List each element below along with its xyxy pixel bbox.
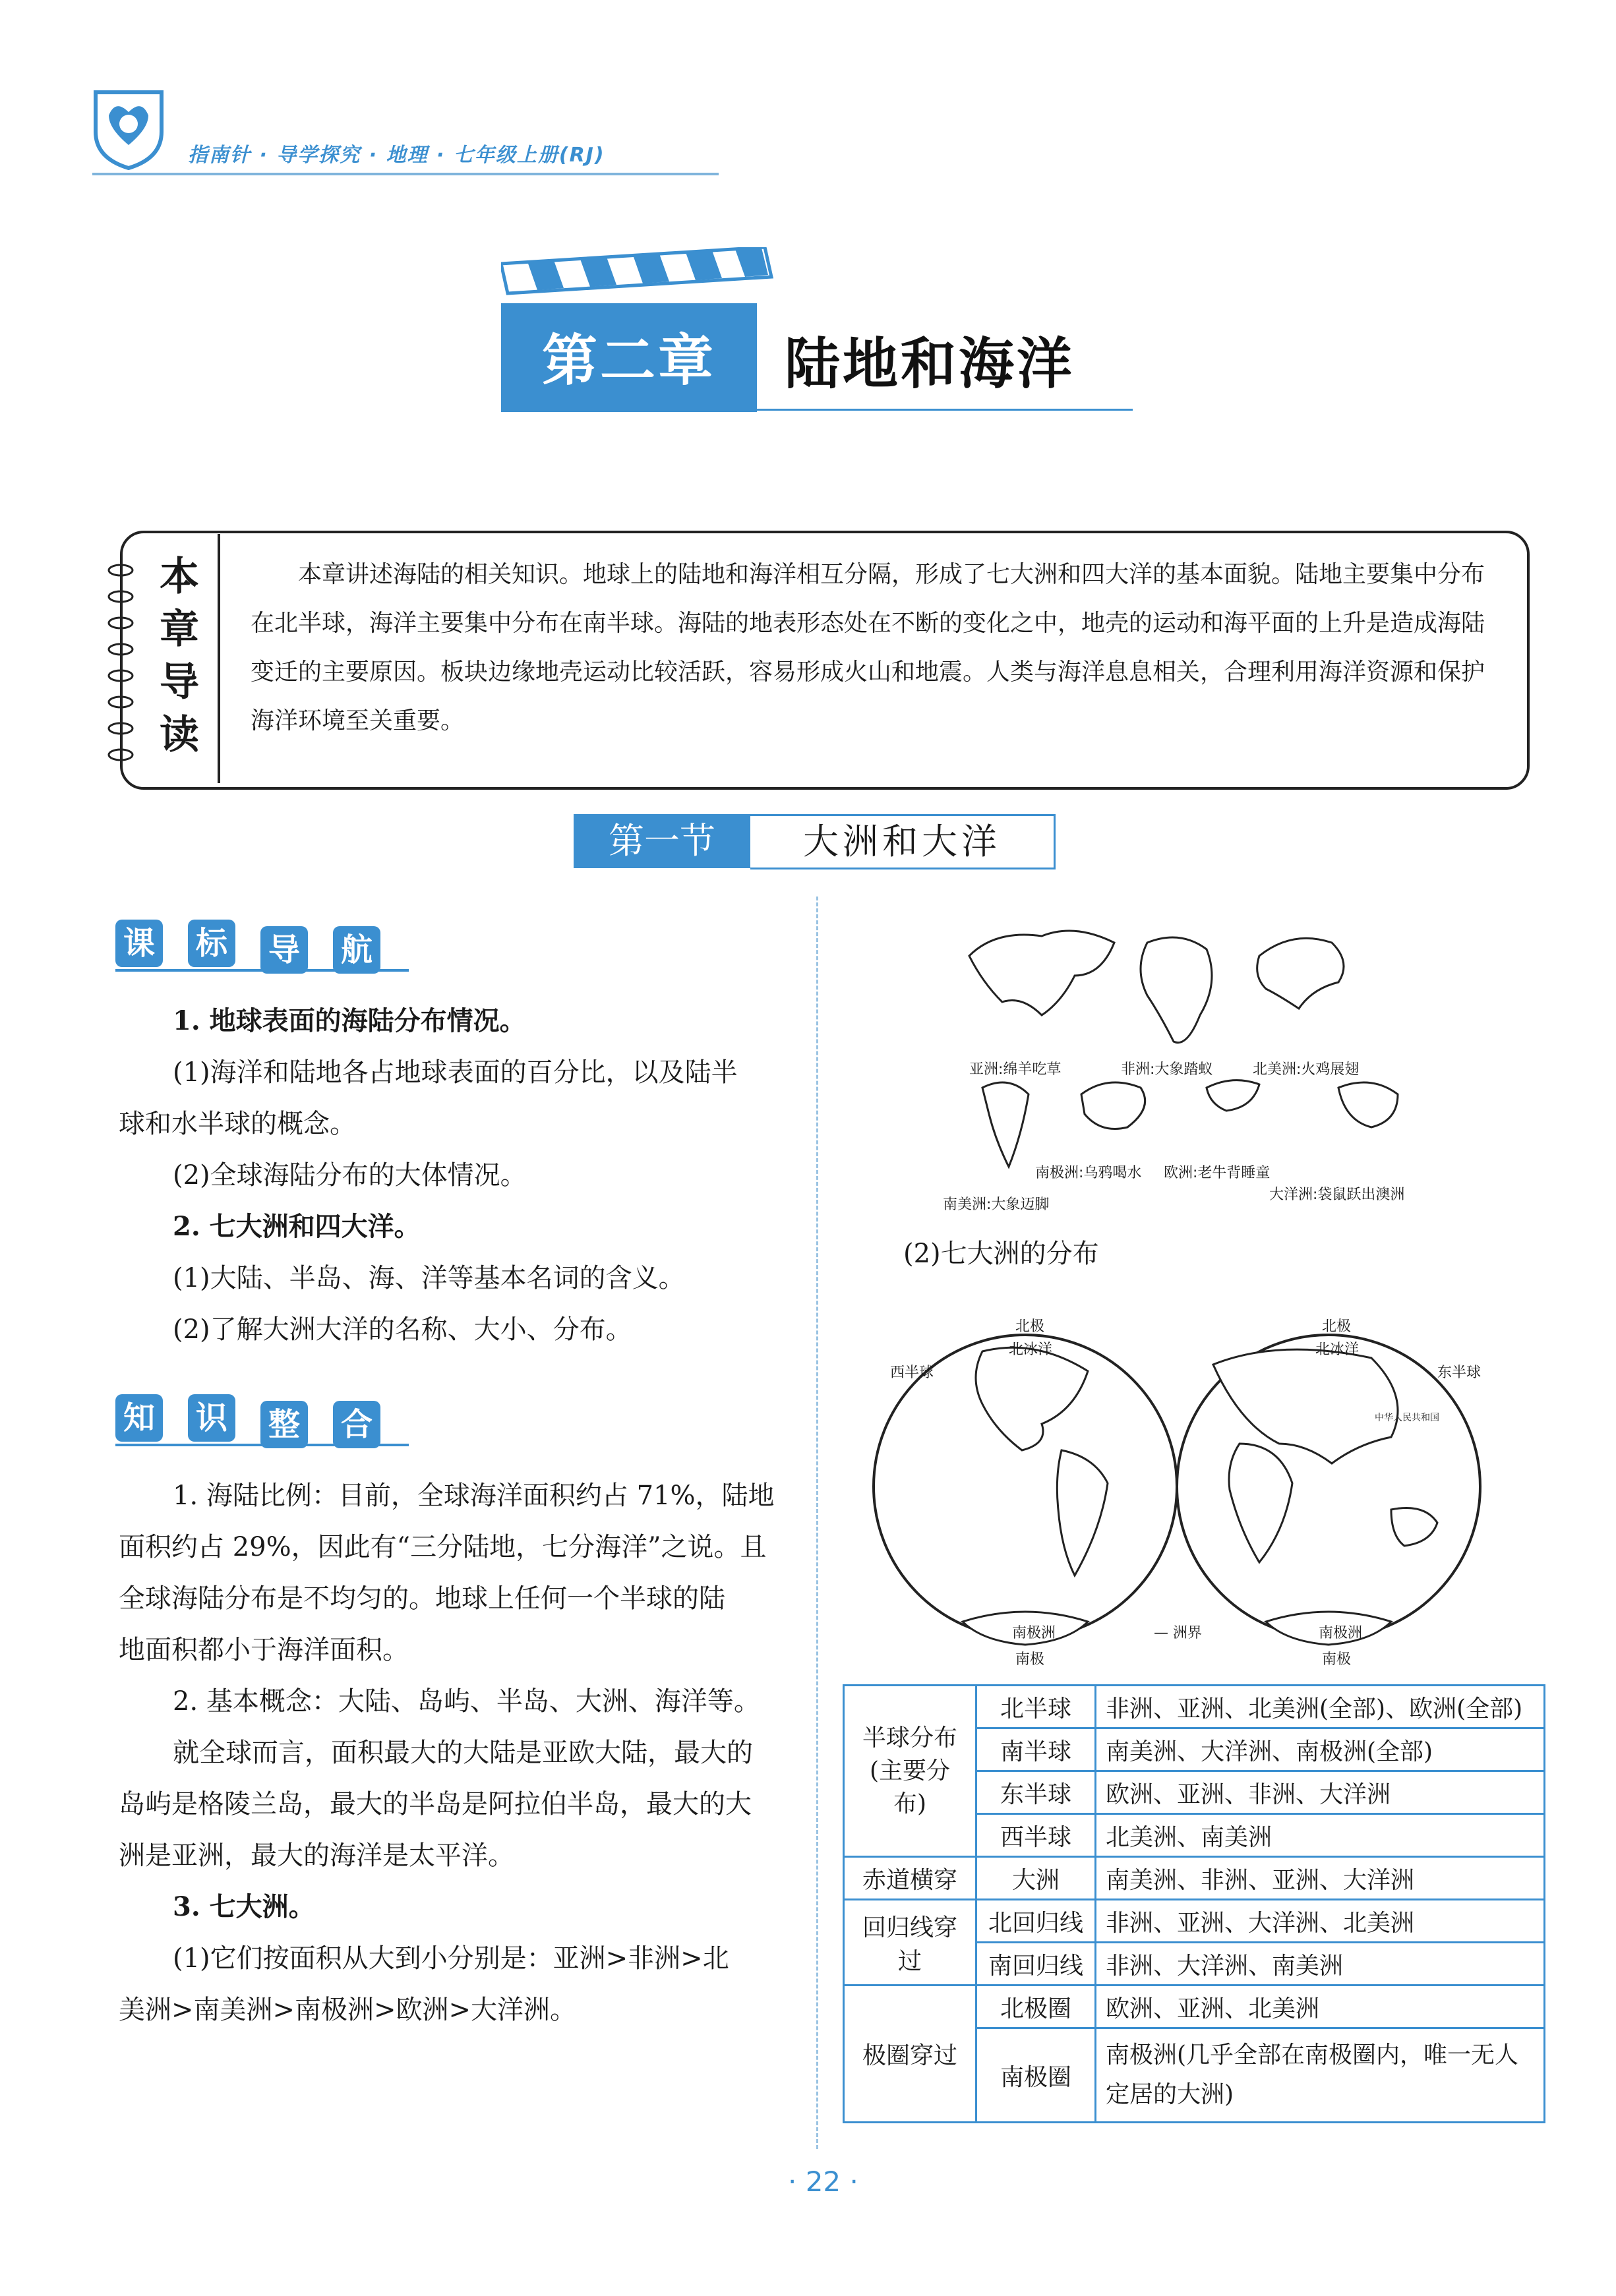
antarctica-label: 南极洲: [1319, 1625, 1363, 1641]
chapter-underline: [757, 409, 1133, 411]
column-divider: [816, 897, 818, 2149]
text-line: 就全球而言，面积最大的大陆是亚欧大陆，最大的: [173, 1738, 753, 1768]
badge-char: 整: [260, 1401, 308, 1448]
chapter-number: 第二章: [541, 328, 716, 393]
text-line: 3. 七大洲。: [173, 1891, 315, 1922]
table-cell: 北半球: [976, 1686, 1096, 1728]
kebiao-content: [119, 995, 811, 1355]
badge-char: 合: [333, 1401, 380, 1448]
table-cell: 非洲、大洋洲、南美洲: [1096, 1943, 1545, 1986]
text-line: 美洲>南美洲>南极洲>欧洲>大洋洲。: [119, 1995, 577, 2025]
north-pole-label: 北极: [1322, 1318, 1352, 1335]
badge-char: 知: [115, 1394, 163, 1442]
continent-label: 欧洲:老牛背睡童: [1164, 1165, 1271, 1181]
badge-char: 标: [188, 920, 235, 967]
table-cell: 非洲、亚洲、北美洲(全部)、欧洲(全部): [1096, 1686, 1545, 1728]
table-cell: 南美洲、非洲、亚洲、大洋洲: [1096, 1857, 1545, 1900]
table-cell: 大洲: [976, 1857, 1096, 1900]
map-caption: (2)七大洲的分布: [903, 1239, 1099, 1269]
table-cell: 南极洲(几乎全部在南极圈内，唯一无人定居的大洲): [1096, 2028, 1545, 2123]
series-title: 指南针 · 导学探究 · 地理 · 七年级上册(RJ): [188, 144, 605, 167]
text-line: 地面积都小于海洋面积。: [119, 1635, 409, 1665]
continent-label: 北美洲:火鸡展翅: [1253, 1061, 1360, 1078]
intro-separator: [218, 534, 220, 783]
continent-label: 大洋洲:袋鼠跃出澳洲: [1269, 1187, 1405, 1203]
west-hemisphere-label: 西半球: [890, 1365, 934, 1381]
section-number: 第一节: [574, 814, 750, 868]
continent-label: 南极洲:乌鸦喝水: [1035, 1165, 1142, 1181]
text-line: (2)全球海陆分布的大体情况。: [173, 1160, 527, 1191]
spiral-binding-icon: [104, 557, 137, 775]
text-line: 1. 海陆比例：目前，全球海洋面积约占 71%，陆地: [173, 1481, 775, 1511]
text-line: (1)大陆、半岛、海、洋等基本名词的含义。: [173, 1263, 685, 1293]
badge-char: 导: [260, 926, 308, 974]
continent-label: 南美洲:大象迈脚: [943, 1196, 1050, 1213]
continent-label: 亚洲:绵羊吃草: [969, 1061, 1062, 1078]
badge-underline: [115, 1444, 409, 1446]
table-cell: 东半球: [976, 1771, 1096, 1814]
legend-boundary: — 洲界: [1154, 1625, 1203, 1641]
logo-icon: [89, 86, 168, 171]
table-cell: 西半球: [976, 1814, 1096, 1857]
clapperboard-icon: [501, 247, 778, 307]
table-cell: 北极圈: [976, 1986, 1096, 2028]
table-group-cell: 半球分布 (主要分布): [844, 1686, 976, 1857]
text-line: 全球海陆分布是不均匀的。地球上任何一个半球的陆: [119, 1583, 725, 1614]
text-line: 球和水半球的概念。: [119, 1109, 356, 1139]
south-pole-label: 南极: [1015, 1651, 1045, 1668]
badge-char: 识: [188, 1394, 235, 1442]
text-line: 岛屿是格陵兰岛，最大的半岛是阿拉伯半岛，最大的大: [119, 1789, 752, 1819]
table-cell: 北美洲、南美洲: [1096, 1814, 1545, 1857]
section-title: 大洲和大洋: [750, 814, 1056, 869]
continent-distribution-table: [843, 1684, 1545, 2123]
table-cell: 欧洲、亚洲、非洲、大洋洲: [1096, 1771, 1545, 1814]
intro-side-label: 本 章 导 读: [160, 554, 199, 758]
antarctica-label: 南极洲: [1012, 1625, 1056, 1641]
north-pole-label: 北极: [1015, 1318, 1045, 1335]
table-cell: 南极圈: [976, 2028, 1096, 2123]
table-cell: 南半球: [976, 1728, 1096, 1771]
text-line: (2)了解大洲大洋的名称、大小、分布。: [173, 1314, 632, 1345]
text-line: 2. 基本概念：大陆、岛屿、半岛、大洲、海洋等。: [173, 1686, 760, 1717]
south-pole-label: 南极: [1322, 1651, 1352, 1668]
text-line: 2. 七大洲和四大洋。: [173, 1211, 421, 1242]
text-line: 洲是亚洲，最大的海洋是太平洋。: [119, 1840, 514, 1871]
table-group-cell: 回归线穿过: [844, 1900, 976, 1986]
table-group-cell: 赤道横穿: [844, 1857, 976, 1900]
table-cell: 南回归线: [976, 1943, 1096, 1986]
table-cell: 欧洲、亚洲、北美洲: [1096, 1986, 1545, 2028]
arctic-ocean-label: 北冰洋: [1315, 1341, 1360, 1358]
badge-underline: [115, 969, 409, 972]
continent-label: 非洲:大象踏蚁: [1121, 1061, 1213, 1078]
text-line: 面积约占 29%，因此有“三分陆地，七分海洋”之说。且: [119, 1532, 767, 1562]
badge-char: 航: [333, 926, 380, 974]
table-group-cell: 极圈穿过: [844, 1986, 976, 2123]
east-hemisphere-label: 东半球: [1437, 1365, 1481, 1381]
table-cell: 北回归线: [976, 1900, 1096, 1943]
text-line: (1)它们按面积从大到小分别是：亚洲>非洲>北: [173, 1943, 729, 1974]
chapter-title: 陆地和海洋: [785, 332, 1075, 396]
header-divider: [92, 173, 719, 175]
zhishi-content: [119, 1470, 811, 2036]
intro-text: 本章讲述海陆的相关知识。地球上的陆地和海洋相互分隔，形成了七大洲和四大洋的基本面貌。陆地主要集中分布在北半球，海洋主要集中分布在南半球。海陆的地表形态处在不断的变化之中，地壳的运动和海平面的上升是造成海陆变迁的主要原因。板块边缘地壳运动比较活跃，容易形成火山和地震。人类与海洋息息相关，合理利用海洋资源和保护海洋环境至关重要。: [251, 561, 1485, 734]
text-line: 1. 地球表面的海陆分布情况。: [173, 1005, 526, 1036]
badge-char: 课: [115, 920, 163, 967]
table-cell: 非洲、亚洲、大洋洲、北美洲: [1096, 1900, 1545, 1943]
china-label: 中华人民共和国: [1375, 1413, 1439, 1423]
hemisphere-maps: [870, 1312, 1483, 1668]
text-line: (1)海洋和陆地各占地球表面的百分比，以及陆半: [173, 1057, 738, 1088]
arctic-ocean-label: 北冰洋: [1009, 1341, 1053, 1358]
page-number: · 22 ·: [788, 2165, 858, 2198]
table-cell: 南美洲、大洋洲、南极洲(全部): [1096, 1728, 1545, 1771]
